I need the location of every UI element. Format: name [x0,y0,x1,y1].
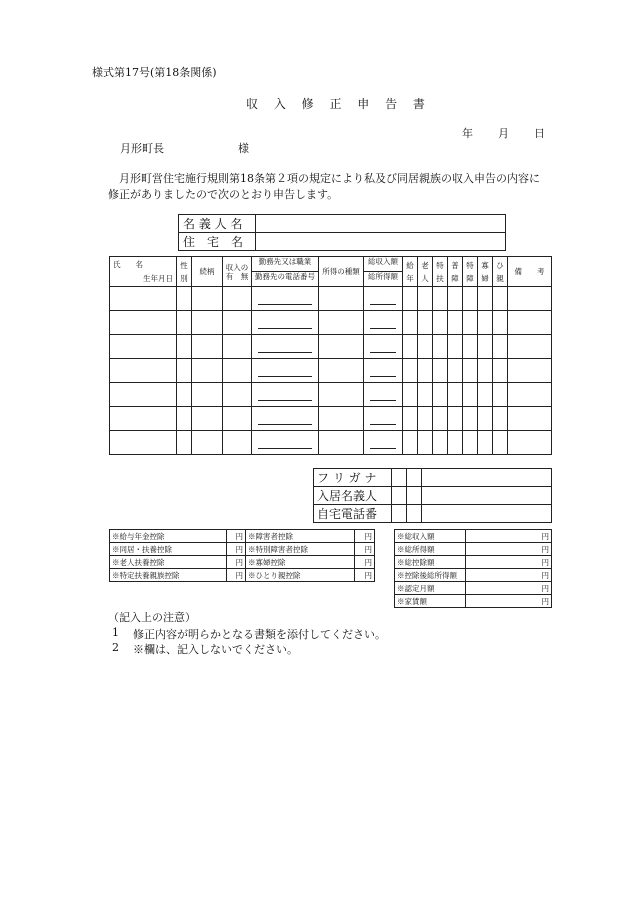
workplace-line [258,365,312,377]
household-cell[interactable] [448,311,463,335]
household-cell[interactable] [110,431,177,455]
deduction-row [110,556,375,569]
deduction-row [110,530,375,543]
household-cell[interactable] [463,359,478,383]
household-cell[interactable] [448,359,463,383]
household-cell[interactable] [319,311,364,335]
deduction-label: ※特定扶養親族控除 [110,569,227,582]
name-table [178,214,506,251]
deduction-value[interactable]: 円 [227,530,246,543]
amount-cell[interactable] [364,287,403,311]
household-cell[interactable] [463,311,478,335]
summary-label: ※認定月額 [395,582,466,595]
household-row [110,407,552,431]
deduction-value[interactable]: 円 [355,543,375,556]
header-col-2-bottom: 人 [421,273,429,283]
workplace-line [258,437,312,449]
summary-value[interactable]: 円 [466,595,552,608]
amount-line [370,341,396,353]
household-cell[interactable] [433,431,448,455]
header-name-birthdate [110,257,177,287]
household-row [110,431,552,455]
header-col-4 [448,257,463,287]
occupant-table [313,468,552,523]
household-row [110,311,552,335]
workplace-cell[interactable] [252,335,319,359]
home-phone-label: 自宅電話番 [314,505,392,523]
household-cell[interactable] [223,287,252,311]
header-col-1-top: 給 [406,260,414,270]
summary-value[interactable]: 円 [466,582,552,595]
body-line-2: 修正がありましたので次のとおり申告します。 [108,188,339,201]
workplace-cell[interactable] [252,359,319,383]
household-cell[interactable] [433,335,448,359]
header-total-earnings: 総所得額 [368,272,398,281]
header-col-4-top: 普 [451,260,459,270]
household-cell[interactable] [508,407,552,431]
household-cell[interactable] [110,287,177,311]
workplace-cell[interactable] [252,311,319,335]
household-cell[interactable] [478,287,493,311]
workplace-line [258,413,312,425]
household-cell[interactable] [478,311,493,335]
summary-label: ※総所得額 [395,543,466,556]
household-cell[interactable] [433,407,448,431]
amount-cell[interactable] [364,383,403,407]
housing-name-field[interactable] [256,233,506,251]
household-cell[interactable] [110,359,177,383]
household-cell[interactable] [177,335,192,359]
amount-line [370,365,396,377]
household-cell[interactable] [319,359,364,383]
summary-row [395,530,552,543]
amount-line [370,389,396,401]
household-cell[interactable] [177,407,192,431]
household-cell[interactable] [478,335,493,359]
household-cell[interactable] [508,431,552,455]
household-cell[interactable] [508,359,552,383]
summary-label: ※総控除額 [395,556,466,569]
household-cell[interactable] [319,431,364,455]
summary-value[interactable]: 円 [466,530,552,543]
furigana-cell-b[interactable] [407,469,422,487]
amount-cell[interactable] [364,431,403,455]
furigana-cell-a[interactable] [392,469,407,487]
household-cell[interactable] [418,359,433,383]
amount-cell[interactable] [364,335,403,359]
occupant-name-field[interactable] [422,487,552,505]
household-cell[interactable] [177,311,192,335]
date-year-label: 年 [462,127,473,140]
household-cell[interactable] [493,407,508,431]
form-number: 様式第17号(第18条関係) [92,66,217,79]
household-cell[interactable] [403,311,418,335]
header-col-6 [478,257,493,287]
header-birthdate: 生年月日 [143,274,173,283]
header-workplace [252,257,319,287]
household-cell[interactable] [433,311,448,335]
header-col-2 [418,257,433,287]
household-cell[interactable] [448,431,463,455]
deduction-value[interactable]: 円 [355,556,375,569]
header-col-7 [493,257,508,287]
household-cell[interactable] [433,383,448,407]
household-cell[interactable] [478,359,493,383]
occupant-cell-a[interactable] [392,487,407,505]
header-sex [177,257,192,287]
household-cell[interactable] [508,383,552,407]
occupant-cell-b[interactable] [407,487,422,505]
amount-cell[interactable] [364,311,403,335]
summary-label: ※家賃額 [395,595,466,608]
header-col-5-top: 特 [466,260,474,270]
household-cell[interactable] [478,431,493,455]
household-cell[interactable] [448,287,463,311]
deduction-label: ※同居・扶養控除 [110,543,227,556]
header-col-3-top: 特 [436,260,444,270]
household-cell[interactable] [177,383,192,407]
household-cell[interactable] [493,359,508,383]
household-row [110,335,552,359]
household-cell[interactable] [223,431,252,455]
household-cell[interactable] [177,287,192,311]
household-cell[interactable] [110,383,177,407]
date-month-label: 月 [498,127,509,140]
header-workplace-2: 勤務先の電話番号 [255,272,315,281]
household-cell[interactable] [493,335,508,359]
household-row [110,383,552,407]
household-cell[interactable] [508,335,552,359]
housing-name-label: 住 宅 名 [179,233,256,251]
household-cell[interactable] [448,383,463,407]
header-remarks: 備 考 [508,257,552,287]
summary-value[interactable]: 円 [466,543,552,556]
deduction-value[interactable]: 円 [355,530,375,543]
household-cell[interactable] [433,287,448,311]
header-col-6-bottom: 婦 [481,273,489,283]
household-cell[interactable] [463,431,478,455]
household-cell[interactable] [223,359,252,383]
deduction-label: ※ひとり親控除 [246,569,355,582]
workplace-cell[interactable] [252,383,319,407]
header-col-6-top: 寡 [481,260,489,270]
household-cell[interactable] [493,431,508,455]
household-cell[interactable] [418,335,433,359]
document-title: 収 入 修 正 申 告 書 [246,97,431,111]
household-cell[interactable] [223,383,252,407]
summary-row [395,582,552,595]
body-line-1: 月形町営住宅施行規則第18条第２項の規定により私及び同居親族の収入申告の内容に [119,172,540,185]
header-col-1-bottom: 年 [406,273,414,283]
workplace-line [258,389,312,401]
household-cell[interactable] [403,407,418,431]
household-cell[interactable] [319,383,364,407]
household-cell[interactable] [478,383,493,407]
household-cell[interactable] [418,431,433,455]
household-cell[interactable] [493,287,508,311]
household-cell[interactable] [433,359,448,383]
household-cell[interactable] [463,407,478,431]
phone-cell-b[interactable] [407,505,422,523]
header-col-7-top: ひ [496,260,504,270]
household-cell[interactable] [192,431,223,455]
household-cell[interactable] [463,287,478,311]
household-cell[interactable] [403,359,418,383]
household-cell[interactable] [223,311,252,335]
household-cell[interactable] [177,431,192,455]
amount-cell[interactable] [364,359,403,383]
header-income-type: 所得の種類 [319,257,364,287]
header-income-1: 収入の [225,262,249,272]
deduction-value[interactable]: 円 [227,556,246,569]
household-cell[interactable] [463,335,478,359]
household-cell[interactable] [448,335,463,359]
header-sex-2: 別 [180,273,188,283]
header-relation: 続柄 [192,257,223,287]
household-row [110,359,552,383]
household-cell[interactable] [463,383,478,407]
header-col-2-top: 老 [421,260,429,270]
deduction-label: ※老人扶養控除 [110,556,227,569]
household-cell[interactable] [508,287,552,311]
summary-row [395,595,552,608]
date-day-label: 日 [534,127,545,140]
amount-line [370,413,396,425]
note-1-number: 1 [112,626,119,639]
summary-value[interactable]: 円 [466,556,552,569]
note-2: ※欄は、記入しないでください。 [133,643,298,656]
household-cell[interactable] [223,335,252,359]
workplace-line [258,341,312,353]
household-cell[interactable] [493,311,508,335]
household-table [109,256,552,455]
header-total-income: 総収入額 [364,257,402,272]
household-cell[interactable] [403,335,418,359]
amount-line [370,293,396,305]
workplace-cell[interactable] [252,431,319,455]
addressee: 月形町長 [120,142,164,155]
household-cell[interactable] [192,359,223,383]
notes-heading: （記入上の注意） [108,611,196,624]
household-cell[interactable] [192,407,223,431]
household-cell[interactable] [418,407,433,431]
deduction-label: ※特別障害者控除 [246,543,355,556]
deduction-value[interactable]: 円 [227,543,246,556]
workplace-cell[interactable] [252,407,319,431]
header-col-5-bottom: 障 [466,273,474,283]
household-cell[interactable] [192,287,223,311]
household-cell[interactable] [192,383,223,407]
summary-row [395,556,552,569]
workplace-cell[interactable] [252,287,319,311]
summary-value[interactable]: 円 [466,569,552,582]
header-name: 氏 名 [113,260,143,269]
header-sex-1: 性 [180,260,188,270]
furigana-label: フ リ ガ ナ [314,469,392,487]
household-cell[interactable] [110,407,177,431]
household-cell[interactable] [319,335,364,359]
header-col-3 [433,257,448,287]
summary-label: ※総収入額 [395,530,466,543]
amount-line [370,317,396,329]
deduction-value[interactable]: 円 [355,569,375,582]
household-cell[interactable] [418,383,433,407]
header-col-3-bottom: 扶 [436,273,444,283]
header-col-5 [463,257,478,287]
note-1: 修正内容が明らかとなる書類を添付してください。 [133,628,386,641]
summary-row [395,543,552,556]
household-cell[interactable] [223,407,252,431]
household-header-row [110,257,552,287]
note-2-number: 2 [112,641,119,654]
household-cell[interactable] [192,335,223,359]
household-cell[interactable] [403,431,418,455]
workplace-line [258,317,312,329]
header-income-presence [223,257,252,287]
header-col-7-bottom: 親 [496,273,504,283]
holder-name-field[interactable] [256,215,506,233]
furigana-field[interactable] [422,469,552,487]
summary-label: ※控除後総所得額 [395,569,466,582]
household-cell[interactable] [403,383,418,407]
household-cell[interactable] [448,407,463,431]
household-cell[interactable] [319,407,364,431]
holder-name-label: 名 義 人 名 [179,215,256,233]
household-cell[interactable] [319,287,364,311]
amount-cell[interactable] [364,407,403,431]
occupant-name-label: 入居名義人 [314,487,392,505]
header-income-2: 有 無 [225,271,249,281]
household-cell[interactable] [110,335,177,359]
amount-line [370,437,396,449]
header-col-4-bottom: 障 [451,273,459,283]
household-cell[interactable] [418,287,433,311]
household-cell[interactable] [418,311,433,335]
header-col-1 [403,257,418,287]
deduction-label: ※障害者控除 [246,530,355,543]
household-cell[interactable] [493,383,508,407]
household-cell[interactable] [192,311,223,335]
summary-row [395,569,552,582]
deduction-row [110,569,375,582]
deduction-value[interactable]: 円 [227,569,246,582]
household-row [110,287,552,311]
deduction-label: ※給与年金控除 [110,530,227,543]
addressee-honorific: 様 [238,142,249,155]
header-workplace-1: 勤務先又は職業 [252,257,318,272]
deduction-label: ※寡婦控除 [246,556,355,569]
home-phone-field[interactable] [422,505,552,523]
phone-cell-a[interactable] [392,505,407,523]
household-cell[interactable] [478,407,493,431]
household-cell[interactable] [508,311,552,335]
summary-table [394,529,552,608]
header-amounts [364,257,403,287]
deduction-row [110,543,375,556]
household-cell[interactable] [177,359,192,383]
workplace-line [258,293,312,305]
deductions-table [109,529,375,582]
household-cell[interactable] [403,287,418,311]
household-cell[interactable] [110,311,177,335]
